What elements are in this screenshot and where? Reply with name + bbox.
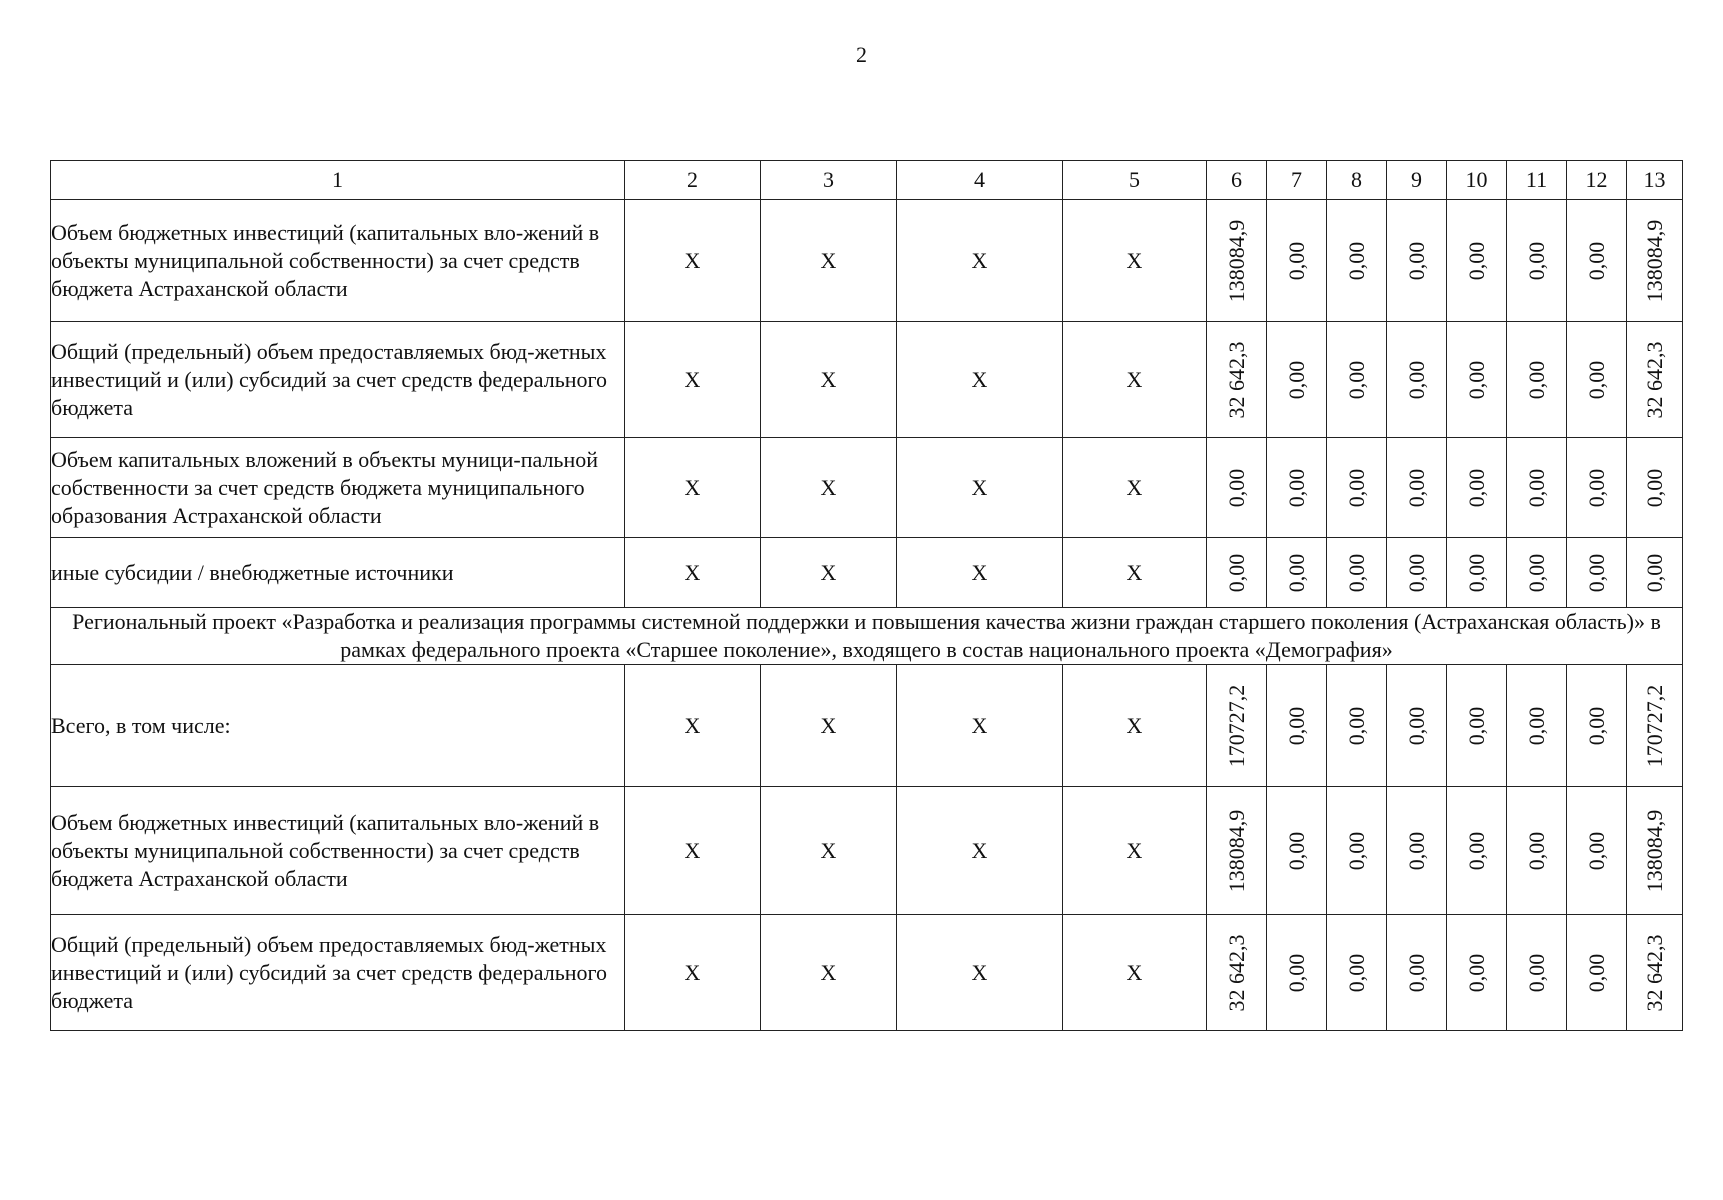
value-text: 0,00 xyxy=(1583,831,1609,870)
x-mark: Х xyxy=(625,915,761,1031)
value-cell xyxy=(1627,200,1683,322)
header-cell: 4 xyxy=(897,161,1063,200)
value-cell xyxy=(1267,915,1327,1031)
row-label: Общий (предельный) объем предоставляемых бюд-жетных инвестиций и (или) субсидий за счет средств федерального бюджета xyxy=(51,915,625,1031)
value-text: 0,00 xyxy=(1583,360,1609,399)
x-mark: Х xyxy=(761,787,897,915)
value-cell xyxy=(1507,915,1567,1031)
value-text: 0,00 xyxy=(1283,241,1309,280)
table-row xyxy=(51,787,1683,915)
value-cell xyxy=(1627,322,1683,438)
value-text: 138084,9 xyxy=(1641,809,1667,892)
value-text: 0,00 xyxy=(1463,953,1489,992)
value-text: 32 642,3 xyxy=(1223,934,1249,1011)
value-cell xyxy=(1327,200,1387,322)
value-text: 0,00 xyxy=(1283,468,1309,507)
value-text: 0,00 xyxy=(1403,241,1429,280)
header-cell: 13 xyxy=(1627,161,1683,200)
row-label: иные субсидии / внебюджетные источники xyxy=(51,538,625,608)
value-text: 0,00 xyxy=(1463,553,1489,592)
section-row xyxy=(51,608,1683,665)
value-cell xyxy=(1327,665,1387,787)
page-number: 2 xyxy=(856,42,867,67)
row-label: Объем бюджетных инвестиций (капитальных вло-жений в объекты муниципальной собственности) за счет средств бюджета Астраханской области xyxy=(51,787,625,915)
section-title: Региональный проект «Разработка и реализация программы системной поддержки и повышения качества жизни граждан старшего поколения (Астраханская область)» в рамках федерального проекта «Старшее поколение», входящего в состав национального проекта «Демография» xyxy=(51,608,1683,665)
x-mark: Х xyxy=(761,200,897,322)
value-cell xyxy=(1387,200,1447,322)
x-mark: Х xyxy=(1063,915,1207,1031)
header-cell: 10 xyxy=(1447,161,1507,200)
value-cell xyxy=(1207,200,1267,322)
value-text: 0,00 xyxy=(1583,953,1609,992)
value-text: 0,00 xyxy=(1463,468,1489,507)
x-mark: Х xyxy=(761,538,897,608)
value-cell xyxy=(1507,538,1567,608)
value-cell xyxy=(1567,665,1627,787)
value-text: 0,00 xyxy=(1403,706,1429,745)
value-text: 138084,9 xyxy=(1641,219,1667,302)
value-text: 0,00 xyxy=(1463,831,1489,870)
value-cell xyxy=(1627,665,1683,787)
x-mark: Х xyxy=(1063,200,1207,322)
value-text: 0,00 xyxy=(1283,953,1309,992)
x-mark: Х xyxy=(897,787,1063,915)
value-cell xyxy=(1447,438,1507,538)
value-text: 0,00 xyxy=(1523,241,1549,280)
value-cell xyxy=(1327,787,1387,915)
value-text: 0,00 xyxy=(1523,953,1549,992)
header-cell: 11 xyxy=(1507,161,1567,200)
value-cell xyxy=(1447,915,1507,1031)
value-cell xyxy=(1267,787,1327,915)
value-cell xyxy=(1567,200,1627,322)
header-cell: 9 xyxy=(1387,161,1447,200)
value-cell xyxy=(1207,322,1267,438)
value-text: 170727,2 xyxy=(1641,684,1667,767)
value-text: 0,00 xyxy=(1523,831,1549,870)
header-cell: 6 xyxy=(1207,161,1267,200)
value-text: 0,00 xyxy=(1343,553,1369,592)
value-cell xyxy=(1387,438,1447,538)
budget-table xyxy=(50,160,1683,1031)
value-text: 0,00 xyxy=(1343,468,1369,507)
value-cell xyxy=(1507,322,1567,438)
x-mark: Х xyxy=(1063,438,1207,538)
value-cell xyxy=(1387,915,1447,1031)
value-text: 0,00 xyxy=(1403,831,1429,870)
value-cell xyxy=(1507,438,1567,538)
value-text: 0,00 xyxy=(1283,831,1309,870)
value-cell xyxy=(1507,787,1567,915)
value-text: 0,00 xyxy=(1343,953,1369,992)
value-text: 32 642,3 xyxy=(1223,341,1249,418)
value-cell xyxy=(1387,322,1447,438)
value-cell xyxy=(1567,787,1627,915)
value-text: 0,00 xyxy=(1641,468,1667,507)
x-mark: Х xyxy=(897,665,1063,787)
row-label: Общий (предельный) объем предоставляемых бюд-жетных инвестиций и (или) субсидий за счет средств федерального бюджета xyxy=(51,322,625,438)
header-cell: 8 xyxy=(1327,161,1387,200)
value-text: 0,00 xyxy=(1403,553,1429,592)
header-cell: 12 xyxy=(1567,161,1627,200)
header-cell: 7 xyxy=(1267,161,1327,200)
x-mark: Х xyxy=(897,438,1063,538)
value-text: 0,00 xyxy=(1343,360,1369,399)
value-cell xyxy=(1507,200,1567,322)
x-mark: Х xyxy=(625,665,761,787)
value-text: 0,00 xyxy=(1283,360,1309,399)
value-cell xyxy=(1207,538,1267,608)
value-text: 0,00 xyxy=(1223,468,1249,507)
x-mark: Х xyxy=(1063,665,1207,787)
value-cell xyxy=(1567,322,1627,438)
value-cell xyxy=(1627,915,1683,1031)
value-text: 0,00 xyxy=(1403,360,1429,399)
value-text: 170727,2 xyxy=(1223,684,1249,767)
row-label: Всего, в том числе: xyxy=(51,665,625,787)
value-cell xyxy=(1567,438,1627,538)
value-cell xyxy=(1327,538,1387,608)
value-text: 0,00 xyxy=(1223,553,1249,592)
table-row xyxy=(51,538,1683,608)
table-row xyxy=(51,200,1683,322)
header-row xyxy=(51,161,1683,200)
value-text: 0,00 xyxy=(1523,468,1549,507)
value-text: 0,00 xyxy=(1583,241,1609,280)
value-cell xyxy=(1267,665,1327,787)
value-text: 0,00 xyxy=(1343,831,1369,870)
value-text: 0,00 xyxy=(1523,360,1549,399)
value-cell xyxy=(1207,787,1267,915)
x-mark: Х xyxy=(1063,322,1207,438)
x-mark: Х xyxy=(897,538,1063,608)
value-cell xyxy=(1267,322,1327,438)
value-text: 0,00 xyxy=(1463,706,1489,745)
value-text: 0,00 xyxy=(1463,360,1489,399)
value-text: 0,00 xyxy=(1283,553,1309,592)
value-text: 0,00 xyxy=(1343,706,1369,745)
value-cell xyxy=(1267,438,1327,538)
x-mark: Х xyxy=(897,200,1063,322)
value-cell xyxy=(1447,787,1507,915)
row-label: Объем бюджетных инвестиций (капитальных вло-жений в объекты муниципальной собственности) за счет средств бюджета Астраханской области xyxy=(51,200,625,322)
x-mark: Х xyxy=(761,438,897,538)
value-text: 0,00 xyxy=(1583,553,1609,592)
value-cell xyxy=(1267,200,1327,322)
value-cell xyxy=(1387,665,1447,787)
value-cell xyxy=(1447,322,1507,438)
x-mark: Х xyxy=(761,665,897,787)
x-mark: Х xyxy=(625,438,761,538)
header-cell: 2 xyxy=(625,161,761,200)
value-cell xyxy=(1207,915,1267,1031)
value-text: 0,00 xyxy=(1523,553,1549,592)
table-row xyxy=(51,915,1683,1031)
value-cell xyxy=(1447,665,1507,787)
x-mark: Х xyxy=(897,915,1063,1031)
x-mark: Х xyxy=(761,915,897,1031)
header-cell: 3 xyxy=(761,161,897,200)
table-row xyxy=(51,438,1683,538)
x-mark: Х xyxy=(761,322,897,438)
value-text: 0,00 xyxy=(1343,241,1369,280)
value-cell xyxy=(1627,787,1683,915)
value-text: 0,00 xyxy=(1583,468,1609,507)
value-cell xyxy=(1327,915,1387,1031)
value-cell xyxy=(1327,322,1387,438)
value-text: 0,00 xyxy=(1463,241,1489,280)
value-cell xyxy=(1627,538,1683,608)
value-text: 0,00 xyxy=(1583,706,1609,745)
value-cell xyxy=(1567,915,1627,1031)
value-text: 0,00 xyxy=(1283,706,1309,745)
value-cell xyxy=(1447,200,1507,322)
value-cell xyxy=(1207,665,1267,787)
value-text: 0,00 xyxy=(1641,553,1667,592)
x-mark: Х xyxy=(625,322,761,438)
header-cell: 1 xyxy=(51,161,625,200)
value-text: 32 642,3 xyxy=(1641,934,1667,1011)
value-cell xyxy=(1327,438,1387,538)
value-cell xyxy=(1447,538,1507,608)
value-text: 0,00 xyxy=(1523,706,1549,745)
x-mark: Х xyxy=(1063,538,1207,608)
value-text: 138084,9 xyxy=(1223,219,1249,302)
table-body xyxy=(51,161,1683,1031)
value-text: 32 642,3 xyxy=(1641,341,1667,418)
value-cell xyxy=(1387,787,1447,915)
row-label: Объем капитальных вложений в объекты муници-пальной собственности за счет средств бюджета муниципального образования Астраханской области xyxy=(51,438,625,538)
x-mark: Х xyxy=(1063,787,1207,915)
value-cell xyxy=(1207,438,1267,538)
header-cell: 5 xyxy=(1063,161,1207,200)
value-text: 138084,9 xyxy=(1223,809,1249,892)
value-text: 0,00 xyxy=(1403,953,1429,992)
value-text: 0,00 xyxy=(1403,468,1429,507)
x-mark: Х xyxy=(625,200,761,322)
value-cell xyxy=(1387,538,1447,608)
x-mark: Х xyxy=(625,787,761,915)
x-mark: Х xyxy=(625,538,761,608)
table-row xyxy=(51,322,1683,438)
value-cell xyxy=(1627,438,1683,538)
x-mark: Х xyxy=(897,322,1063,438)
value-cell xyxy=(1507,665,1567,787)
value-cell xyxy=(1267,538,1327,608)
table-row xyxy=(51,665,1683,787)
value-cell xyxy=(1567,538,1627,608)
